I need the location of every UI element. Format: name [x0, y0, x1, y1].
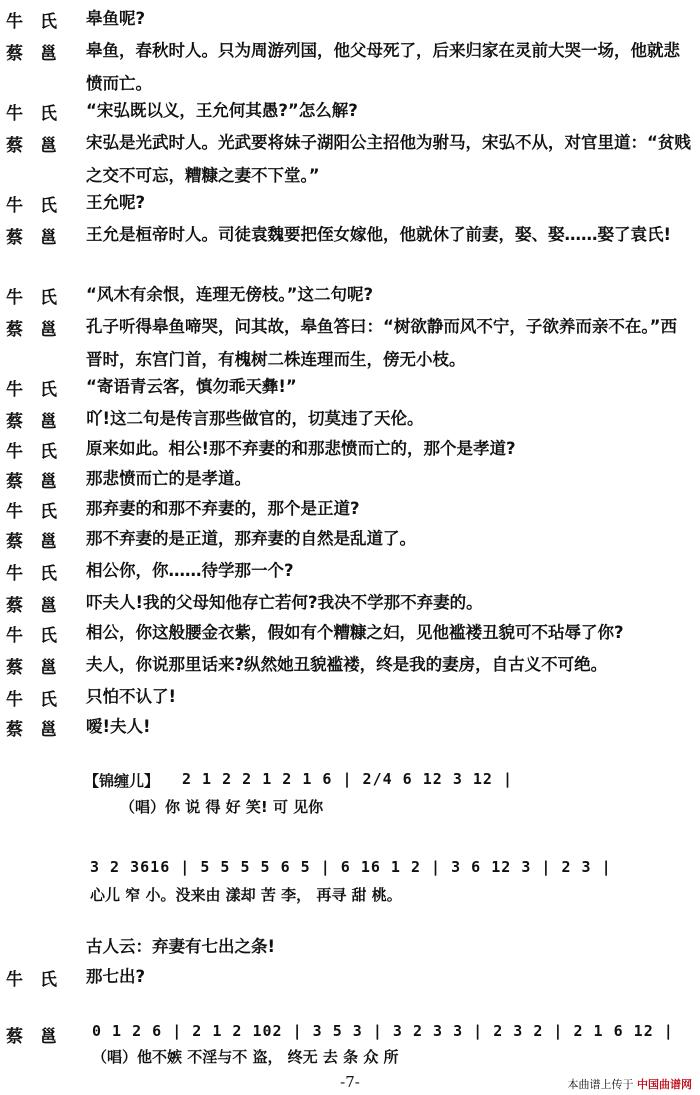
- dialog-text: 相公你，你……待学那一个?: [86, 561, 294, 580]
- tune-label: 【锦缠儿】: [84, 772, 160, 790]
- speaker-label: 蔡邕: [6, 1027, 74, 1047]
- notation-row-3: 0 1 2 6 | 2 1 2 102 | 3 5 3 | 3 2 3 3 | 2 3 2 | 2 1 6 12 |: [92, 1022, 674, 1040]
- lyrics-row-2: 心儿 窄 小。没来由 漾却 苦 李， 再寻 甜 桃。: [90, 886, 402, 904]
- dialog-text: 相公，你这般腰金衣紫，假如有个糟糠之妇，见他褴褛丑貌可不玷辱了你?: [86, 623, 624, 642]
- lyrics-row-3: （唱）他不嫉 不淫与不 盗， 终无 去 条 众 所: [92, 1048, 399, 1066]
- dialog-text: 皋鱼呢?: [86, 9, 146, 28]
- dialog-text: 那七出?: [86, 967, 146, 986]
- notation-row-1: 2 1 2 2 1 2 1 6 | 2/4 6 12 3 12 |: [182, 770, 514, 788]
- notation-row-2: 3 2 3616 | 5 5 5 5 6 5 | 6 16 1 2 | 3 6 12 3 | 2 3 |: [90, 858, 612, 876]
- dialog-text: 那悲愤而亡的是孝道。: [86, 469, 251, 488]
- score-block-1: [0, 750, 700, 930]
- dialog-text: 宋弘是光武时人。光武要将妹子湖阳公主招他为驸马，宋弘不从，对官里道：“贫贱之交不可忘，糟糠之妻不下堂。”: [86, 133, 691, 185]
- dialog-text: 夫人，你说那里话来?纵然她丑貌褴褛，终是我的妻房，自古义不可绝。: [86, 655, 608, 674]
- speaker-label: 蔡邕: [6, 136, 74, 156]
- speaker-label: 牛氏: [6, 626, 74, 646]
- dialog-text: “风木有余恨，连理无傍枝。”这二句呢?: [86, 285, 374, 304]
- speaker-label: 蔡邕: [6, 320, 74, 340]
- dialog-text: “寄语青云客，慎勿乖天彝!”: [86, 377, 297, 396]
- lyrics-row-1: （唱）你 说 得 好 笑! 可 见你: [120, 798, 324, 816]
- dialog-text: “宋弘既以义，王允何其愚?”怎么解?: [86, 101, 358, 120]
- speaker-label: 蔡邕: [6, 472, 74, 492]
- speaker-label: 蔡邕: [6, 412, 74, 432]
- interlude-line: [0, 930, 700, 960]
- dialog-text: 王允呢?: [86, 193, 146, 212]
- speaker-label: 牛氏: [6, 12, 74, 32]
- speaker-label: 牛氏: [6, 442, 74, 462]
- speaker-label: 蔡邕: [6, 658, 74, 678]
- dialog-text: 只怕不认了!: [86, 687, 177, 706]
- dialog-text: 王允是桓帝时人。司徒袁魏要把侄女嫁他，他就休了前妻，娶、娶……娶了袁氏!: [86, 225, 672, 244]
- site-logo: 中国曲谱网: [637, 1078, 692, 1091]
- speaker-label: 蔡邕: [6, 44, 74, 64]
- speaker-label: 牛氏: [6, 690, 74, 710]
- dialog-text: 嗳!夫人!: [86, 717, 151, 736]
- dialog-text: 吓夫人!我的父母知他存亡若何?我决不学那不弃妻的。: [86, 593, 483, 612]
- dialog-text: 那不弃妻的是正道，那弃妻的自然是乱道了。: [86, 529, 416, 548]
- interlude-text: 古人云：弃妻有七出之条!: [86, 937, 276, 956]
- page-number: -7-: [340, 1073, 360, 1091]
- speaker-label: 牛氏: [6, 288, 74, 308]
- speaker-label: 牛氏: [6, 970, 74, 990]
- source-prefix: 本曲谱上传于: [567, 1078, 634, 1091]
- dialog-text: 吖!这二句是传言那些做官的，切莫违了天伦。: [86, 409, 424, 428]
- dialog-text: 那弃妻的和那不弃妻的，那个是正道?: [86, 499, 360, 518]
- score-block-2: [0, 1000, 700, 1070]
- speaker-label: 蔡邕: [6, 720, 74, 740]
- source-credit: [568, 1076, 693, 1092]
- dialog-line-after: [0, 960, 700, 990]
- speaker-label: 蔡邕: [6, 532, 74, 552]
- dialog-text: 皋鱼，春秋时人。只为周游列国，他父母死了，后来归家在灵前大哭一场，他就悲愤而亡。: [86, 41, 680, 93]
- speaker-label: 牛氏: [6, 564, 74, 584]
- speaker-label: 蔡邕: [6, 228, 74, 248]
- speaker-label: 蔡邕: [6, 596, 74, 616]
- speaker-label: 牛氏: [6, 502, 74, 522]
- dialog-text: 原来如此。相公!那不弃妻的和那悲愤而亡的，那个是孝道?: [86, 439, 516, 458]
- dialog-text: 孔子听得皋鱼啼哭，问其故，皋鱼答曰：“树欲静而风不宁，子欲养而亲不在。”西晋时，东宫门首，有槐树二株连理而生，傍无小枝。: [86, 317, 677, 369]
- speaker-label: 牛氏: [6, 196, 74, 216]
- speaker-label: 牛氏: [6, 104, 74, 124]
- speaker-label: 牛氏: [6, 380, 74, 400]
